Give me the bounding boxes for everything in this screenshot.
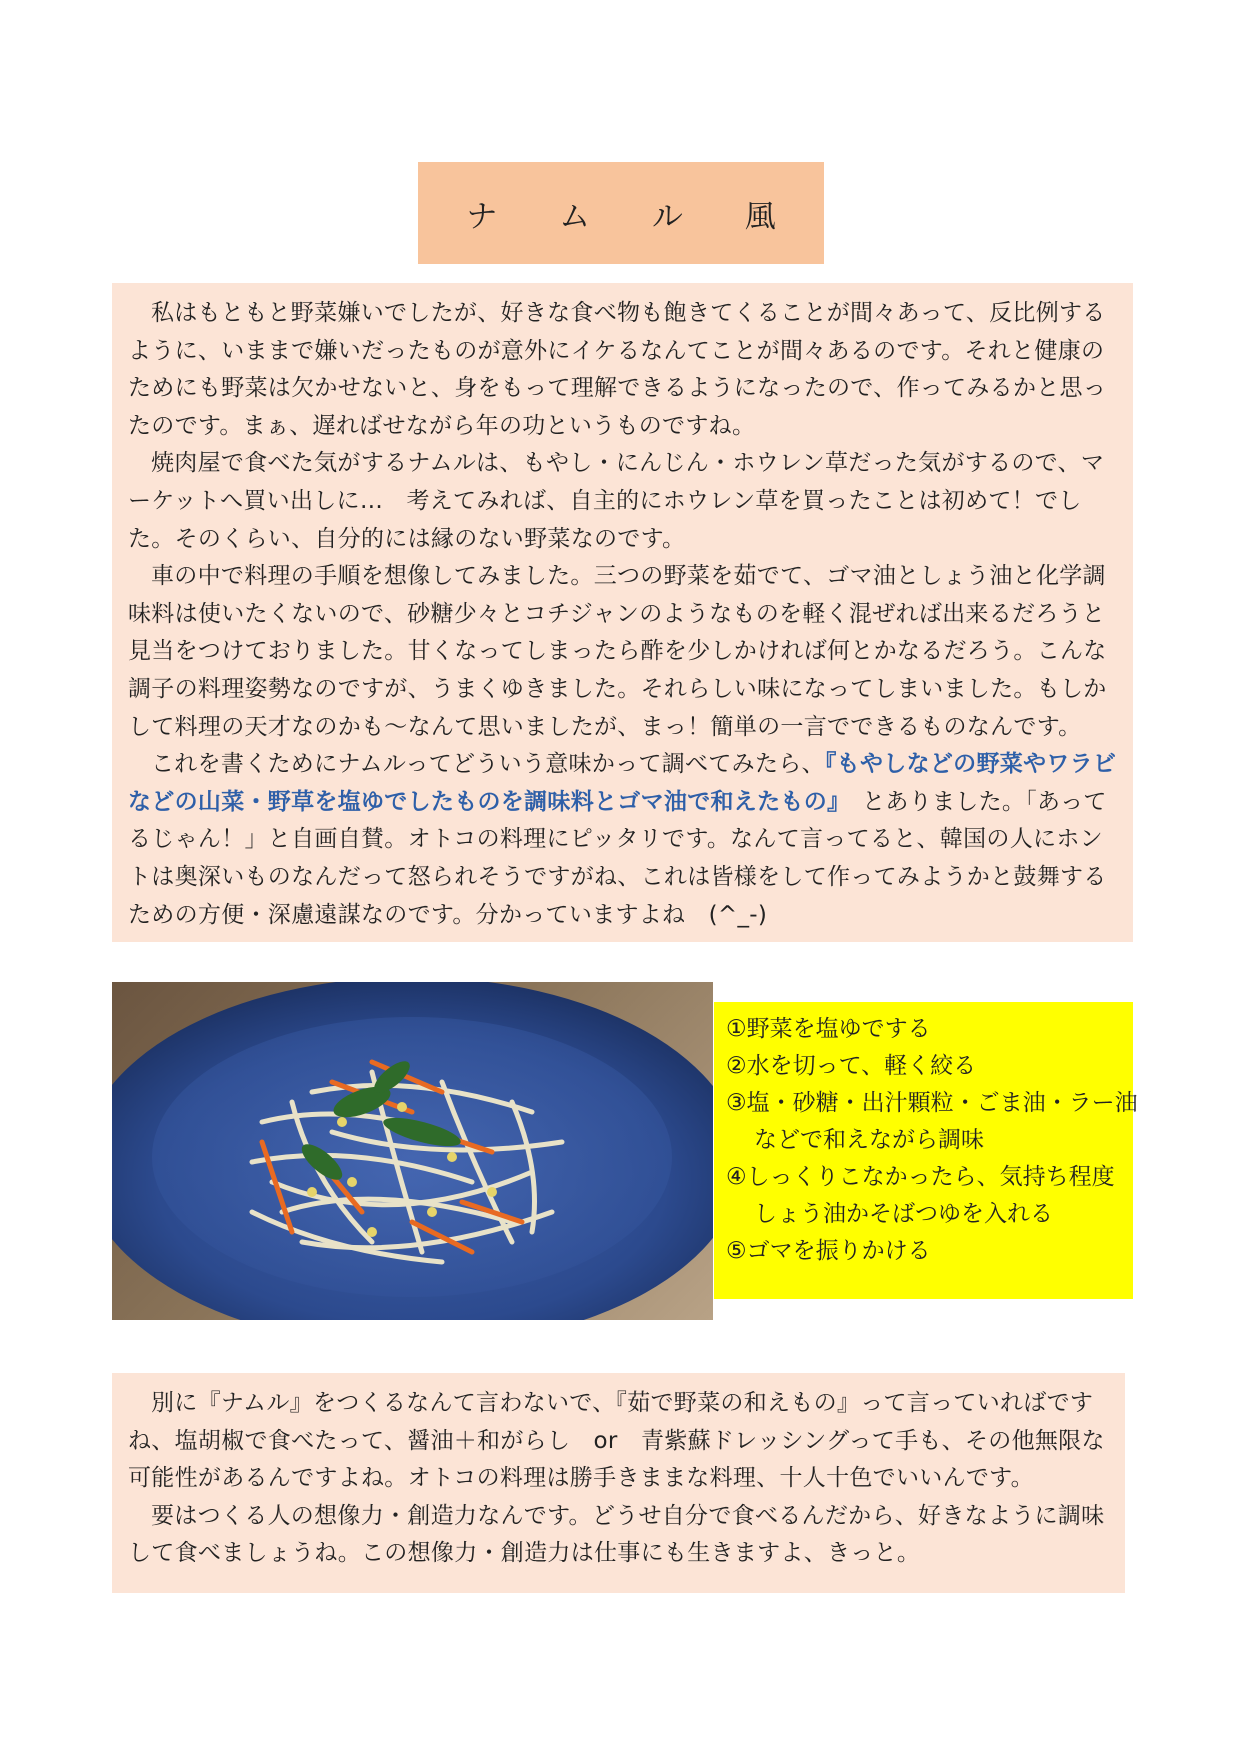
recipe-step-3: ③塩・砂糖・出汁顆粒・ごま油・ラー油 <box>726 1090 1138 1116</box>
outro-paragraph-2: 要はつくる人の想像力・創造力なんです。どうせ自分で食べるんだから、好きなように調味して食べましょうね。この想像力・創造力は仕事にも生きますよ、きっと。 <box>128 1502 1105 1567</box>
outro-text-box <box>112 1373 1125 1593</box>
intro-p4-after: とありました。「あってるじゃん！」と自画自賛。オトコの料理にピッタリです。なんて言ってると、韓国の人にホントは奥深いものなんだって怒られそうですがね、これは皆様をして作ってみようかと鼓舞するための方便・深慮遠謀なのです。分かっていますよね (^_-) <box>128 788 1107 928</box>
recipe-steps-box <box>714 1002 1138 1299</box>
title-box <box>418 162 824 264</box>
intro-p4-before: これを書くためにナムルってどういう意味かって調べてみたら、 <box>151 751 825 778</box>
namul-dish-photo <box>112 982 713 1320</box>
namul-definition-highlight: 『もやしなどの野菜やワラビなどの山菜・野草を塩ゆでしたものを調味料とゴマ油で和えたもの』 <box>128 751 1117 815</box>
recipe-step-2: ②水を切って、軽く絞る <box>726 1053 977 1079</box>
intro-paragraph-3: 車の中で料理の手順を想像してみました。三つの野菜を茹でて、ゴマ油としょう油と化学調味料は使いたくないので、砂糖少々とコチジャンのようなものを軽く混ぜれば出来るだろうと見当をつけておりました。甘くなってしまったら酢を少しかければ何とかなるだろう。こんな調子の料理姿勢なのですが、うまくゆきました。それらしい味になってしまいました。もしかして料理の天才なのかも～なんて思いましたが、まっ！簡単の一言でできるものなんです。 <box>128 563 1107 740</box>
intro-paragraph-1: 私はもともと野菜嫌いでしたが、好きな食べ物も飽きてくることが間々あって、反比例するように、いままで嫌いだったものが意外にイケるなんてことが間々あるのです。それと健康のためにも野菜は欠かせないと、身をもって理解できるようになったので、作ってみるかと思ったのです。まぁ、遅ればせながら年の功というものですね。 <box>128 300 1107 439</box>
namul-plate-illustration <box>112 982 713 1320</box>
recipe-step-1: ①野菜を塩ゆでする <box>726 1016 931 1042</box>
recipe-step-4-cont: しょう油かそばつゆを入れる <box>754 1201 1053 1227</box>
outro-paragraph-1: 別に『ナムル』をつくるなんて言わないで、『茹で野菜の和えもの』って言っていればですね、塩胡椒で食べたって、醤油＋和がらし or 青紫蘇ドレッシングって手も、その他無限な可能性があるんですよね。オトコの料理は勝手きままな料理、十人十色でいいんです。 <box>128 1390 1105 1492</box>
recipe-step-5: ⑤ゴマを振りかける <box>726 1238 931 1264</box>
page-title: ナ ム ル 風 <box>466 198 802 235</box>
intro-paragraph-4 <box>128 746 1119 934</box>
recipe-step-3-cont: などで和えながら調味 <box>754 1127 984 1153</box>
intro-paragraph-2: 焼肉屋で食べた気がするナムルは、もやし・にんじん・ホウレン草だった気がするので、マーケットへ買い出しに… 考えてみれば、自主的にホウレン草を買ったことは初めて！でした。そのくらい、自分的には縁のない野菜なのです。 <box>128 450 1105 552</box>
recipe-step-4: ④しっくりこなかったら、気持ち程度 <box>726 1164 1115 1190</box>
intro-text-box <box>112 283 1133 942</box>
